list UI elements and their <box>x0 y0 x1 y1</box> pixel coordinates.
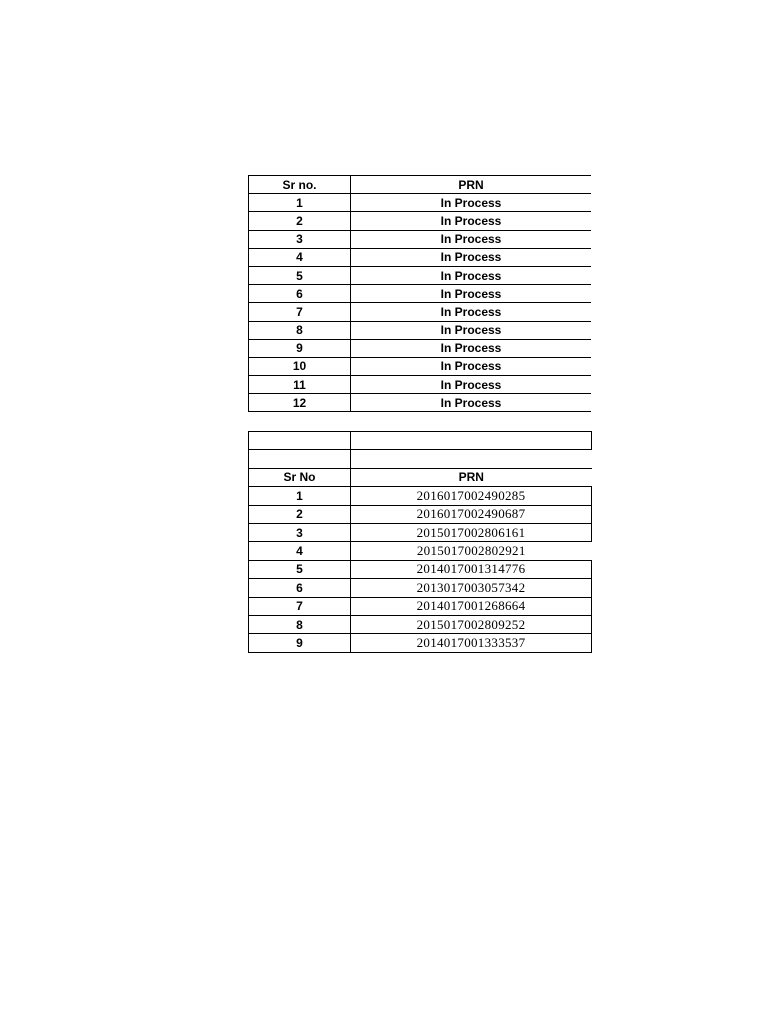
table-row <box>249 212 592 230</box>
sr-no-cell: 4 <box>249 542 351 560</box>
sr-no-cell: 6 <box>249 285 351 303</box>
prn-number-cell: 2016017002490285 <box>351 487 592 505</box>
sr-no-cell: 10 <box>249 357 351 375</box>
blank-cell <box>249 432 351 450</box>
table-row <box>249 394 592 412</box>
sr-no-cell: 7 <box>249 597 351 615</box>
sr-no-cell: 9 <box>249 634 351 652</box>
sr-no-cell: 7 <box>249 303 351 321</box>
blank-row <box>249 432 592 450</box>
table-row <box>249 321 592 339</box>
table-row <box>249 615 592 633</box>
sr-no-cell: 11 <box>249 376 351 394</box>
sr-no-cell: 5 <box>249 266 351 284</box>
prn-status-cell: In Process <box>351 285 592 303</box>
sr-no-cell: 8 <box>249 321 351 339</box>
sr-no-cell: 2 <box>249 212 351 230</box>
prn-number-cell: 2014017001314776 <box>351 560 592 578</box>
sr-no-cell: 12 <box>249 394 351 412</box>
sr-no-cell: 8 <box>249 615 351 633</box>
prn-number-cell: 2014017001333537 <box>351 634 592 652</box>
prn-status-cell: In Process <box>351 357 592 375</box>
prn-number-cell: 2013017003057342 <box>351 579 592 597</box>
prn-status-cell: In Process <box>351 194 592 212</box>
prn-number-cell: 2015017002806161 <box>351 523 592 541</box>
table-row <box>249 266 592 284</box>
prn-status-cell: In Process <box>351 394 592 412</box>
table-header-row <box>249 468 592 486</box>
table-row <box>249 505 592 523</box>
sr-no-cell: 1 <box>249 194 351 212</box>
header-sr-no: Sr No <box>249 468 351 486</box>
prn-table <box>248 431 592 653</box>
table-row <box>249 542 592 560</box>
prn-status-cell: In Process <box>351 376 592 394</box>
sr-no-cell: 3 <box>249 230 351 248</box>
table-row <box>249 339 592 357</box>
blank-cell <box>351 450 592 468</box>
table-row <box>249 579 592 597</box>
prn-status-cell: In Process <box>351 303 592 321</box>
sr-no-cell: 6 <box>249 579 351 597</box>
table-row <box>249 285 592 303</box>
prn-status-cell: In Process <box>351 339 592 357</box>
header-sr-no: Sr no. <box>249 176 351 194</box>
prn-status-cell: In Process <box>351 321 592 339</box>
sr-no-cell: 3 <box>249 523 351 541</box>
sr-no-cell: 9 <box>249 339 351 357</box>
sr-no-cell: 1 <box>249 487 351 505</box>
table-row <box>249 597 592 615</box>
header-prn: PRN <box>351 176 592 194</box>
prn-status-cell: In Process <box>351 248 592 266</box>
table-row <box>249 376 592 394</box>
table-row <box>249 248 592 266</box>
blank-cell <box>249 450 351 468</box>
table-row <box>249 357 592 375</box>
table-row <box>249 194 592 212</box>
prn-status-cell: In Process <box>351 266 592 284</box>
blank-cell <box>351 432 592 450</box>
prn-number-cell: 2014017001268664 <box>351 597 592 615</box>
prn-number-cell: 2015017002802921 <box>351 542 592 560</box>
table-row <box>249 230 592 248</box>
status-table <box>248 175 591 412</box>
sr-no-cell: 2 <box>249 505 351 523</box>
table-header-row <box>249 176 592 194</box>
table-row <box>249 303 592 321</box>
sr-no-cell: 4 <box>249 248 351 266</box>
table-row <box>249 523 592 541</box>
table-row <box>249 560 592 578</box>
prn-number-cell: 2015017002809252 <box>351 615 592 633</box>
blank-row <box>249 450 592 468</box>
table-row <box>249 487 592 505</box>
sr-no-cell: 5 <box>249 560 351 578</box>
header-prn: PRN <box>351 468 592 486</box>
table-row <box>249 634 592 652</box>
prn-number-cell: 2016017002490687 <box>351 505 592 523</box>
prn-status-cell: In Process <box>351 212 592 230</box>
prn-status-cell: In Process <box>351 230 592 248</box>
